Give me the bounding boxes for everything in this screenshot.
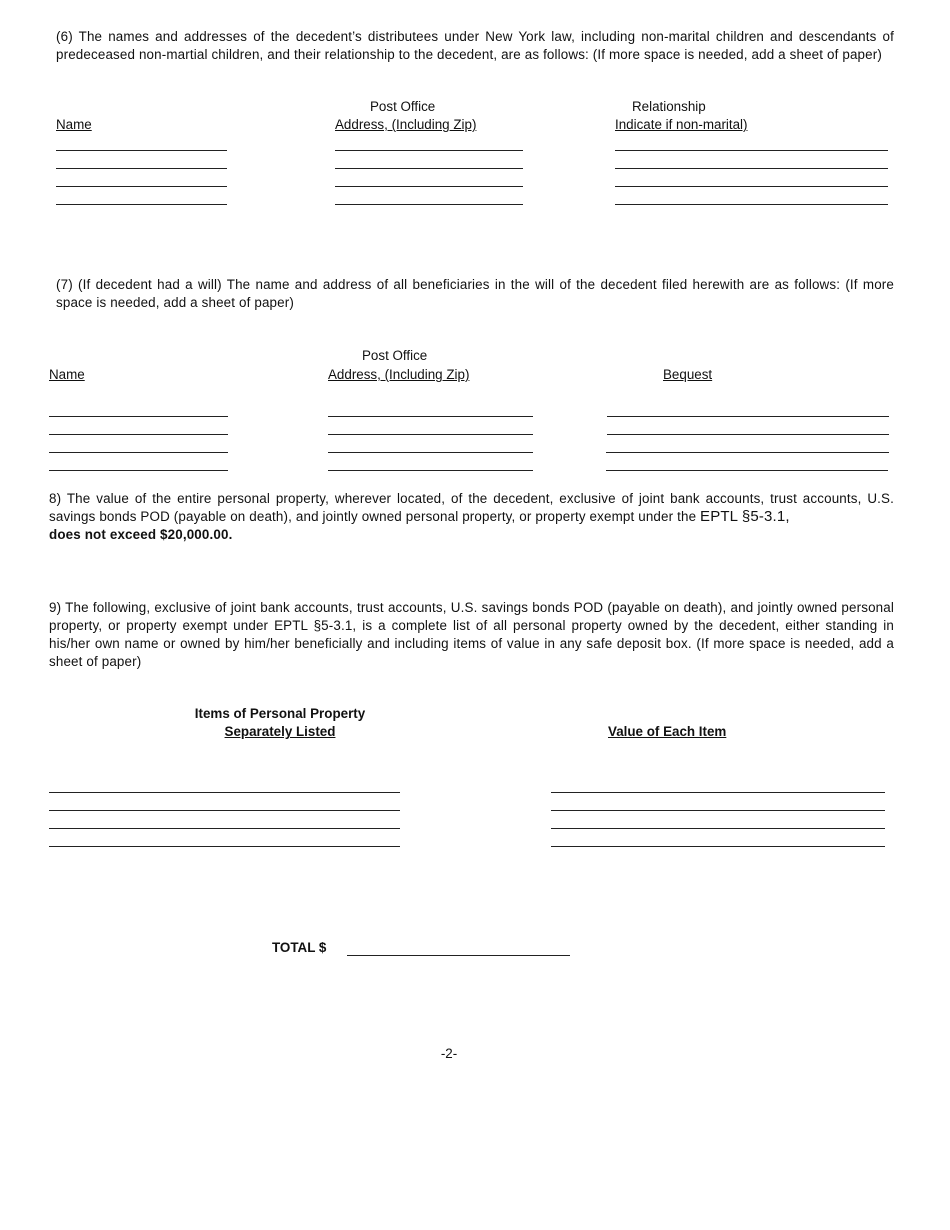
- s9-item-blank[interactable]: [49, 792, 400, 793]
- section-6-text: (6) The names and addresses of the decedent’s distributees under New York law, including non-marital children and descendants of predeceased non-martial children, and their relationship to the decedent, are as follows: (If more space is needed, add a sheet of paper): [56, 29, 894, 62]
- s7-name-header: Name: [49, 367, 85, 382]
- s7-address-blank[interactable]: [328, 434, 533, 435]
- s9-items-header-top: Items of Personal Property: [194, 706, 366, 721]
- s6-name-header: Name: [56, 117, 92, 132]
- s6-address-header: Address, (Including Zip): [335, 117, 477, 132]
- s6-relationship-blank[interactable]: [615, 168, 888, 169]
- s7-bequest-header: Bequest: [663, 367, 713, 382]
- s9-value-blank[interactable]: [551, 846, 885, 847]
- s9-value-blank[interactable]: [551, 828, 885, 829]
- s8-eptl-ref: EPTL §5-3.1,: [700, 508, 790, 525]
- s6-relationship-header-top: Relationship: [632, 99, 706, 114]
- s9-item-blank[interactable]: [49, 846, 400, 847]
- total-label: TOTAL $: [272, 940, 327, 955]
- s6-address-blank[interactable]: [335, 150, 523, 151]
- s9-value-header: Value of Each Item: [608, 724, 727, 739]
- s6-name-blank[interactable]: [56, 168, 227, 169]
- s9-item-blank[interactable]: [49, 828, 400, 829]
- s6-name-blank[interactable]: [56, 204, 227, 205]
- s8-text-main: 8) The value of the entire personal property, wherever located, of the decedent, exclusive of joint bank accounts, trust accounts, U.S. savings bonds POD (payable on death), and jointly owned personal property, or property exempt under the: [49, 491, 894, 524]
- s7-name-blank[interactable]: [49, 416, 228, 417]
- s6-relationship-blank[interactable]: [615, 186, 888, 187]
- s6-address-blank[interactable]: [335, 168, 523, 169]
- s9-items-header: Separately Listed: [224, 724, 336, 739]
- section-8-text: [49, 490, 894, 544]
- s6-relationship-blank[interactable]: [615, 204, 888, 205]
- s7-name-blank[interactable]: [49, 434, 228, 435]
- s6-address-header-top: Post Office: [370, 99, 436, 114]
- s6-name-blank[interactable]: [56, 186, 227, 187]
- page-number: -2-: [440, 1046, 458, 1061]
- section-7-text: (7) (If decedent had a will) The name and address of all beneficiaries in the will of the decedent filed herewith are as follows: (If more space is needed, add a sheet of paper): [56, 277, 894, 310]
- s6-name-blank[interactable]: [56, 150, 227, 151]
- s7-address-header-top: Post Office: [362, 348, 428, 363]
- s6-address-blank[interactable]: [335, 204, 523, 205]
- s9-value-blank[interactable]: [551, 810, 885, 811]
- s9-value-blank[interactable]: [551, 792, 885, 793]
- s7-name-blank[interactable]: [49, 452, 228, 453]
- s7-bequest-blank[interactable]: [607, 434, 889, 435]
- s7-bequest-blank[interactable]: [607, 416, 889, 417]
- s9-item-blank[interactable]: [49, 810, 400, 811]
- s6-address-blank[interactable]: [335, 186, 523, 187]
- s8-limit-statement: does not exceed $20,000.00.: [49, 527, 233, 542]
- s7-address-blank[interactable]: [328, 452, 533, 453]
- total-amount-blank[interactable]: [347, 955, 570, 956]
- s7-address-header: Address, (Including Zip): [328, 367, 470, 382]
- s6-relationship-header: Indicate if non-marital): [615, 117, 748, 132]
- section-9-text: 9) The following, exclusive of joint bank accounts, trust accounts, U.S. savings bonds POD (payable on death), and jointly owned personal property, or property exempt under EPTL §5-3.1, is a complete list of all personal property owned by the decedent, either standing in his/her own name or owned by him/her beneficially and including items of value in any safe deposit box. (If more space is needed, add a sheet of paper): [49, 600, 894, 669]
- s7-address-blank[interactable]: [328, 416, 533, 417]
- s7-bequest-blank[interactable]: [606, 452, 889, 453]
- s6-relationship-blank[interactable]: [615, 150, 888, 151]
- s7-address-blank[interactable]: [328, 470, 533, 471]
- s7-bequest-blank[interactable]: [606, 470, 888, 471]
- s7-name-blank[interactable]: [49, 470, 228, 471]
